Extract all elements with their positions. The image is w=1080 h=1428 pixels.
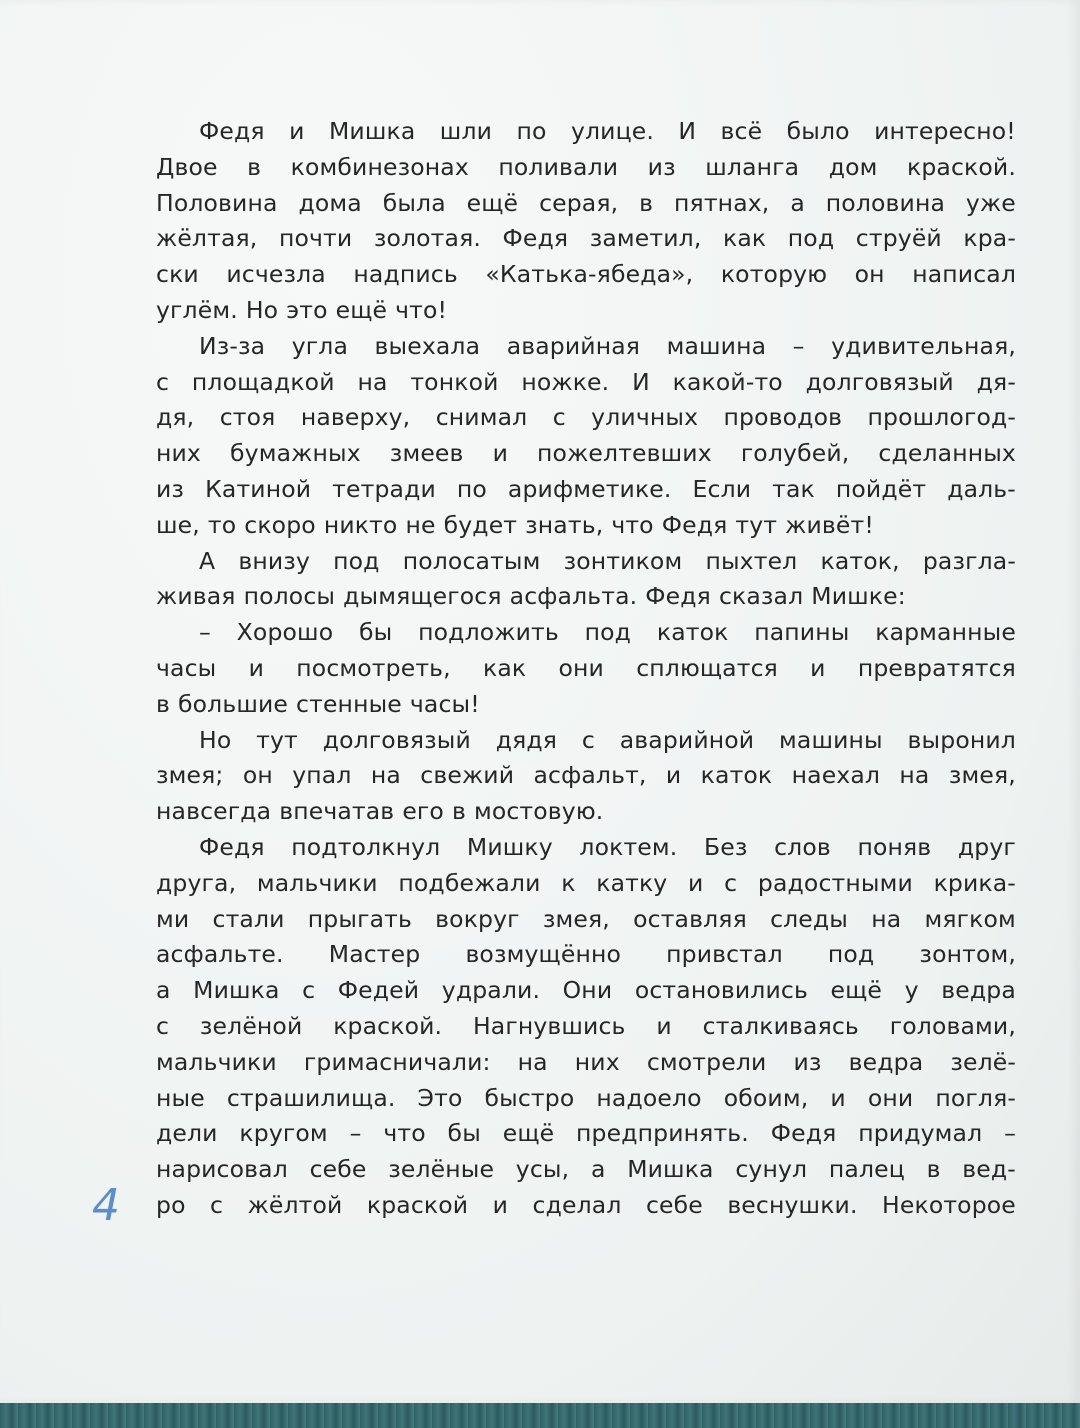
text-line: них бумажных змеев и пожелтевших голубей, сделанных [156, 439, 1016, 468]
text-line: ные страшилища. Это быстро надоело обоим, и они погля- [156, 1083, 1016, 1112]
paragraph [156, 615, 1016, 722]
page-number: 4 [92, 1180, 120, 1231]
text-line: ски исчезла надпись «Катька-ябеда», которую он написал [156, 260, 1016, 289]
text-line: Двое в комбинезонах поливали из шланга дом краской. [156, 152, 1016, 181]
text-line: ми стали прыгать вокруг змея, оставляя следы на мягком [156, 904, 1016, 933]
text-line: ро с жёлтой краской и сделал себе веснушки. Некоторое [156, 1190, 1016, 1219]
text-line: углём. Но это ещё что! [156, 295, 448, 324]
text-line: друга, мальчики подбежали к катку и с радостными крика- [156, 868, 1016, 897]
text-line: Половина дома была ещё серая, в пятнах, а половина уже [156, 188, 1016, 217]
text-line: А внизу под полосатым зонтиком пыхтел каток, разгла- [199, 546, 1016, 575]
text-line: – Хорошо бы подложить под каток папины карманные [199, 618, 1016, 647]
text-line: навсегда впечатав его в мостовую. [156, 797, 604, 826]
paragraph [156, 114, 1016, 329]
text-line: асфальте. Мастер возмущённо привстал под зонтом, [156, 940, 1016, 969]
text-line: змея; он упал на свежий асфальт, и каток наехал на змея, [156, 761, 1016, 790]
paragraph [156, 723, 1016, 830]
paragraph [156, 329, 1016, 544]
paragraph [156, 544, 1016, 616]
text-line: Но тут долговязый дядя с аварийной машины выронил [199, 725, 1016, 754]
story-text [156, 114, 1016, 1224]
text-line: жёлтая, почти золотая. Федя заметил, как под струёй кра- [156, 224, 1016, 253]
text-line: дели кругом – что бы ещё предпринять. Федя придумал – [156, 1119, 1016, 1148]
text-line: часы и посмотреть, как они сплющатся и превратятся [156, 653, 1016, 682]
text-line: в большие стенные часы! [156, 689, 480, 718]
text-line: Федя подтолкнул Мишку локтем. Без слов поняв друг [199, 832, 1016, 861]
text-line: с зелёной краской. Нагнувшись и сталкиваясь головами, [156, 1011, 1016, 1040]
text-line: живая полосы дымящегося асфальта. Федя сказал Мишке: [156, 582, 906, 611]
paragraph [156, 830, 1016, 1224]
text-line: дя, стоя наверху, снимал с уличных проводов прошлогод- [156, 403, 1016, 432]
text-line: а Мишка с Федей удрали. Они остановились ещё у ведра [156, 976, 1016, 1005]
text-line: мальчики гримасничали: на них смотрели из ведра зелё- [156, 1047, 1016, 1076]
text-line: Из-за угла выехала аварийная машина – удивительная, [199, 331, 1016, 360]
text-line: из Катиной тетради по арифметике. Если так пойдёт даль- [156, 474, 1016, 503]
text-line: с площадкой на тонкой ножке. И какой-то долговязый дя- [156, 367, 1016, 396]
book-edge-strip [0, 1403, 1080, 1428]
text-line: Федя и Мишка шли по улице. И всё было интересно! [199, 117, 1016, 145]
text-line: ше, то скоро никто не будет знать, что Федя тут живёт! [156, 510, 874, 539]
text-line: нарисовал себе зелёные усы, а Мишка сунул палец в вед- [156, 1155, 1016, 1184]
